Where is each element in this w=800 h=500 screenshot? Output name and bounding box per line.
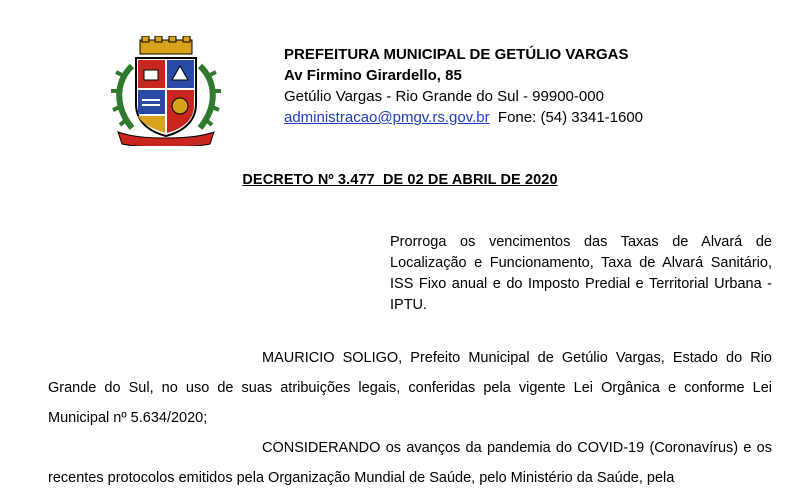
paragraph-preamble: MAURICIO SOLIGO, Prefeito Municipal de Getúlio Vargas, Estado do Rio Grande do Sul, no uso de suas atribuições legais, conferidas pela vigente Lei Orgânica e conforme Lei Municipal nº 5.634/2020; [48, 350, 772, 426]
municipal-coat-of-arms-icon [110, 36, 222, 146]
decree-title [0, 172, 800, 188]
letterhead [284, 44, 643, 128]
paragraph-considerando: CONSIDERANDO os avanços da pandemia do COVID-19 (Coronavírus) e os recentes protocolos emitidos pela Organização Mundial de Saúde, pelo Ministério da Saúde, pela [48, 440, 772, 486]
institution-address: Av Firmino Girardello, 85 [284, 67, 462, 84]
contact-line [284, 107, 643, 128]
decree-ementa: Prorroga os vencimentos das Taxas de Alvará de Localização e Funcionamento, Taxa de Alvará Sanitário, ISS Fixo anual e do Imposto Predial e Territorial Urbana - IPTU. [390, 234, 772, 313]
decree-title-text: DECRETO Nº 3.477 DE 02 DE ABRIL DE 2020 [242, 172, 558, 188]
email-link[interactable]: administracao@pmgv.rs.gov.br [284, 109, 490, 126]
institution-city: Getúlio Vargas - Rio Grande do Sul - 99900-000 [284, 88, 604, 105]
phone-number: Fone: (54) 3341-1600 [497, 109, 644, 126]
decree-body [48, 343, 772, 493]
institution-name: PREFEITURA MUNICIPAL DE GETÚLIO VARGAS [284, 46, 629, 63]
